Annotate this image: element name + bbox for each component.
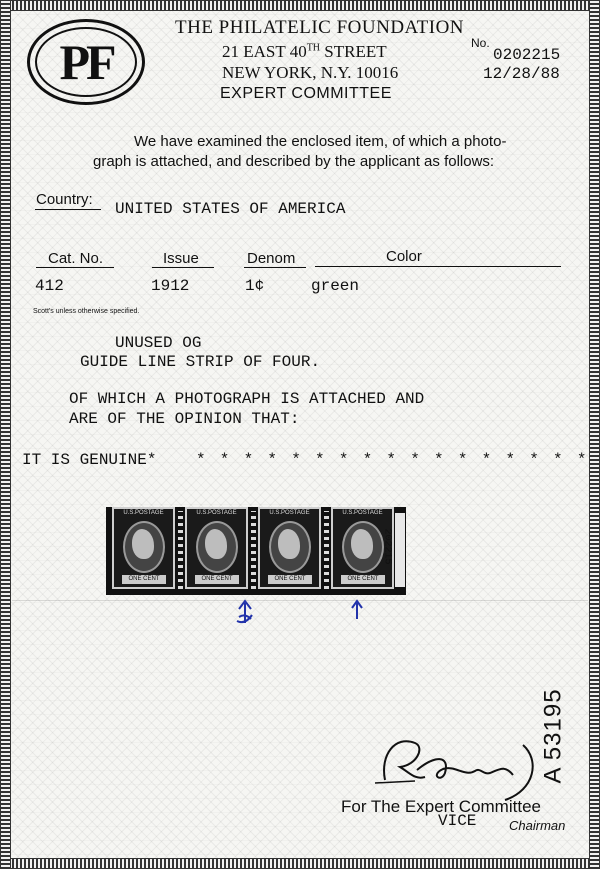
serial-number: A 53195 <box>539 688 567 784</box>
stamp-3-top-label: U.S.POSTAGE <box>269 510 310 516</box>
stamp-4-bottom-label: ONE CENT <box>341 575 385 584</box>
intro-line-2: graph is attached, and described by the applicant as follows: <box>93 153 495 170</box>
perforation-1 <box>178 511 183 589</box>
description-line-4: ARE OF THE OPINION THAT: <box>69 410 300 428</box>
description-line-2: GUIDE LINE STRIP OF FOUR. <box>80 353 321 371</box>
committee-title: EXPERT COMMITTEE <box>220 85 392 102</box>
stamp-2 <box>185 507 248 589</box>
logo-monogram: PF <box>59 34 113 90</box>
stamp-3-bottom-label: ONE CENT <box>268 575 312 584</box>
color-underline <box>315 266 561 267</box>
for-committee: For The Expert Committee <box>341 797 541 816</box>
country-label-underline <box>35 209 101 210</box>
certificate-date: 12/28/88 <box>483 65 560 83</box>
arrow-up-icon <box>237 601 252 623</box>
color-header: Color <box>386 248 422 265</box>
portrait-icon <box>205 529 227 559</box>
address-street-pre: 21 EAST 40 <box>222 42 307 61</box>
number-label: No. <box>471 36 490 50</box>
opinion-text: IT IS GENUINE* <box>22 451 157 469</box>
stamp-1-bottom-label: ONE CENT <box>122 575 166 584</box>
country-value: UNITED STATES OF AMERICA <box>115 200 346 218</box>
address-street-post: STREET <box>320 42 387 61</box>
portrait-icon <box>351 529 373 559</box>
perforation-2 <box>251 511 256 589</box>
signature-scribble <box>355 725 555 805</box>
stamp-3 <box>258 507 321 589</box>
stamp-1-top-label: U.S.POSTAGE <box>123 510 164 516</box>
issue-header: Issue <box>163 250 199 267</box>
bottom-border <box>0 858 600 869</box>
opinion-stars: * * * * * * * * * * * * * * * * * <box>196 451 589 469</box>
description-line-3: OF WHICH A PHOTOGRAPH IS ATTACHED AND <box>69 390 425 408</box>
scott-note: Scott's unless otherwise specified. <box>33 308 140 315</box>
left-border <box>0 0 11 869</box>
address-line-1 <box>222 42 387 62</box>
vice-stamp: VICE <box>438 812 477 830</box>
portrait-icon <box>132 529 154 559</box>
address-street-sup: TH <box>306 42 321 54</box>
address-line-2: NEW YORK, N.Y. 10016 <box>222 63 399 82</box>
intro-line-1: We have examined the enclosed item, of which a photo- <box>134 133 507 150</box>
stamp-photograph <box>106 507 406 595</box>
stamp-2-bottom-label: ONE CENT <box>195 575 239 584</box>
right-border <box>589 0 600 869</box>
chairman-label: Chairman <box>509 818 566 833</box>
stamp-2-top-label: U.S.POSTAGE <box>196 510 237 516</box>
photo-side-number: 202215 <box>381 528 393 565</box>
cat-no-header: Cat. No. <box>48 250 104 267</box>
color-value: green <box>311 277 360 295</box>
pen-marks <box>225 595 375 630</box>
cat-no-value: 412 <box>35 277 64 295</box>
pf-logo <box>27 19 145 105</box>
certificate-number: 0202215 <box>493 46 561 64</box>
arrow-up-icon <box>352 601 362 619</box>
cat-no-underline <box>36 267 114 268</box>
org-name: THE PHILATELIC FOUNDATION <box>175 17 465 38</box>
denom-underline <box>244 267 306 268</box>
portrait-icon <box>278 529 300 559</box>
country-label: Country: <box>36 191 93 208</box>
denom-header: Denom <box>247 250 296 267</box>
stamp-4-top-label: U.S.POSTAGE <box>342 510 383 516</box>
stamp-1 <box>112 507 175 589</box>
issue-value: 1912 <box>151 277 190 295</box>
photo-number-tab <box>381 513 405 587</box>
description-line-1: UNUSED OG <box>115 334 202 352</box>
top-border <box>0 0 600 11</box>
issue-underline <box>152 267 214 268</box>
denom-value: 1¢ <box>245 277 265 295</box>
perforation-3 <box>324 511 329 589</box>
